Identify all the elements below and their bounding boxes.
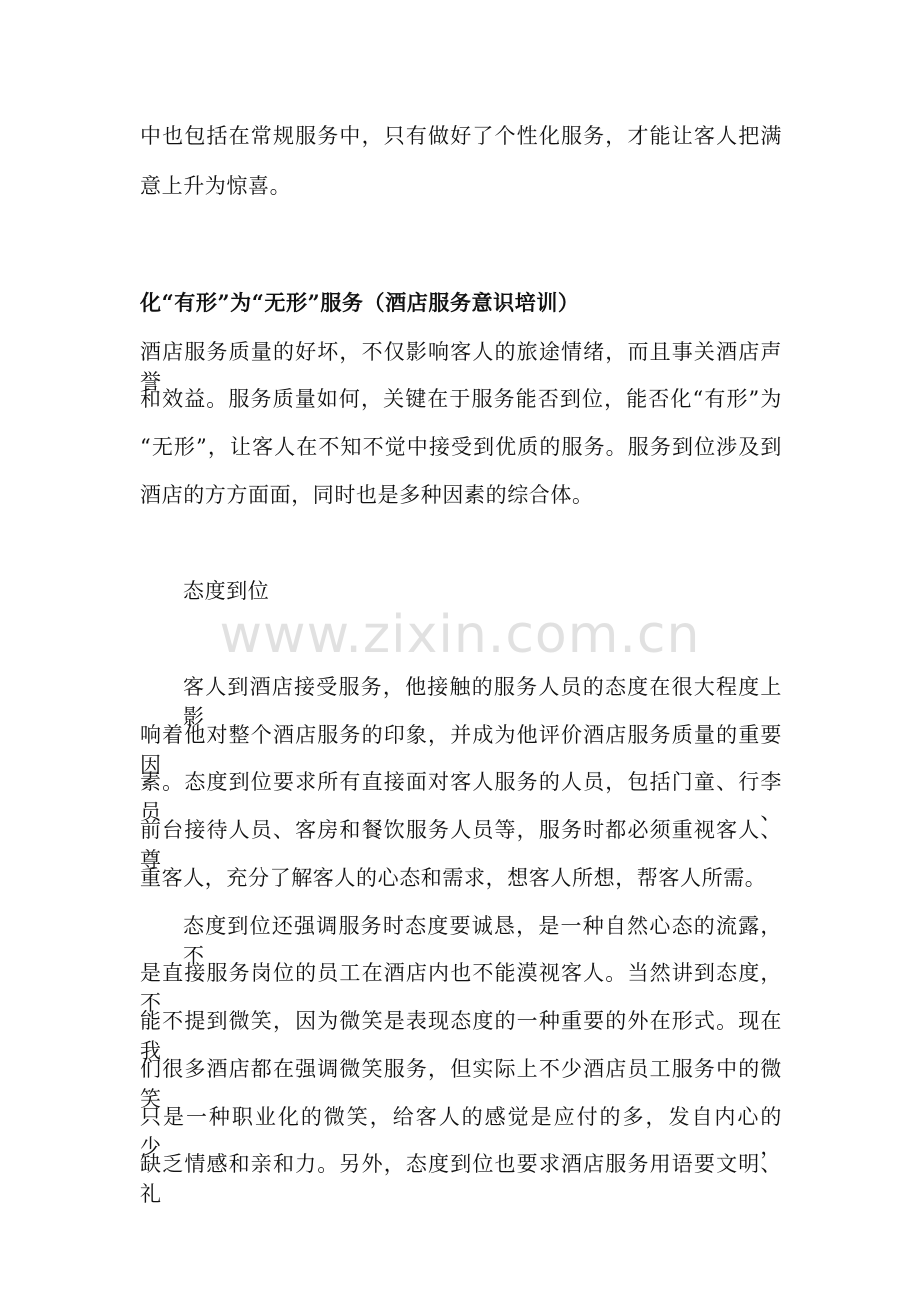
para2-line-2: 响着他对整个酒店服务的印象，并成为他评价酒店服务质量的重要因 (140, 723, 782, 777)
para3-line-2: 是直接服务岗位的员工在酒店内也不能漠视客人。当然讲到态度，不 (140, 961, 782, 1015)
para3-line-1: 态度到位还强调服务时态度要诚恳，是一种自然心态的流露，不 (183, 914, 782, 968)
para3-line-5: 只是一种职业化的微笑，给客人的感觉是应付的多，发自内心的少， (140, 1105, 782, 1159)
para1-line-1: 酒店服务质量的好坏，不仅影响客人的旅途情绪，而且事关酒店声誉 (140, 340, 782, 394)
para2-line-3: 素。态度到位要求所有直接面对客人服务的人员，包括门童、行李员、 (140, 770, 782, 824)
section-heading: 化“有形”为“无形”服务（酒店服务意识培训） (140, 290, 580, 315)
para2-line-5: 重客人，充分了解客人的心态和需求，想客人所想，帮客人所需。 (140, 866, 767, 890)
watermark-text: www.zixin.com.cn (219, 605, 701, 665)
para3-line-3: 能不提到微笑，因为微笑是表现态度的一种重要的外在形式。现在我 (140, 1009, 782, 1063)
subheading-attitude: 态度到位 (183, 579, 270, 603)
para1-line-2: 和效益。服务质量如何，关键在于服务能否到位，能否化“有形”为 (140, 387, 782, 411)
para2-line-1: 客人到酒店接受服务，他接触的服务人员的态度在很大程度上影 (183, 675, 782, 729)
para2-line-4: 前台接待人员、客房和餐饮服务人员等，服务时都必须重视客人、尊 (140, 818, 782, 872)
para3-line-6: 缺乏情感和亲和力。另外，态度到位也要求酒店服务用语要文明、礼 (140, 1152, 782, 1206)
intro-line-1: 中也包括在常规服务中，只有做好了个性化服务，才能让客人把满 (140, 124, 782, 148)
para1-line-4: 酒店的方方面面，同时也是多种因素的综合体。 (140, 483, 594, 507)
intro-line-2: 意上升为惊喜。 (140, 174, 292, 198)
para1-line-3: “无形”，让客人在不知不觉中接受到优质的服务。服务到位涉及到 (140, 435, 782, 459)
para3-line-4: 们很多酒店都在强调微笑服务，但实际上不少酒店员工服务中的微笑 (140, 1057, 782, 1111)
